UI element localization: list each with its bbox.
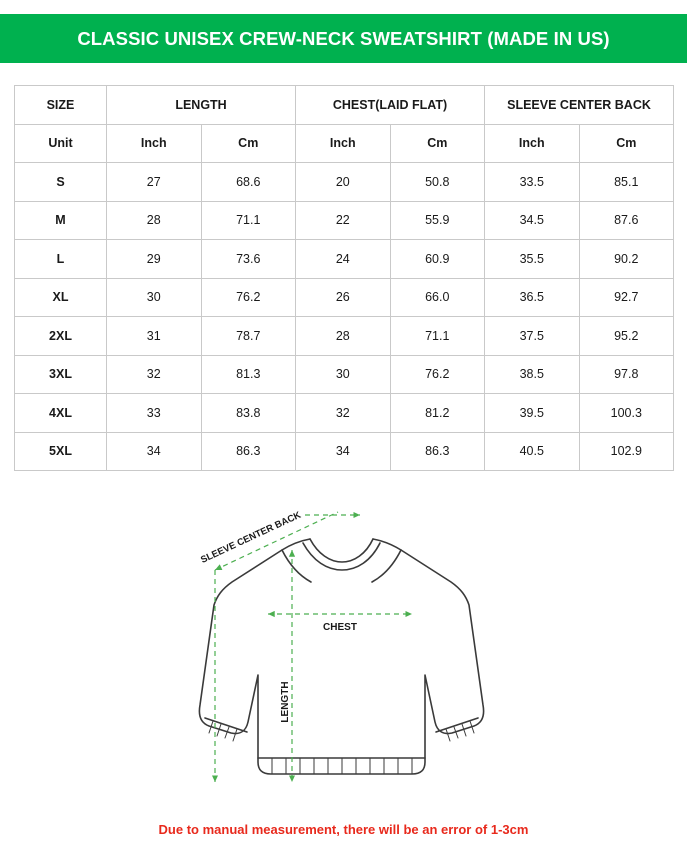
- unit-header-unit: Unit: [15, 124, 107, 163]
- cell-chest-cm: 66.0: [390, 278, 485, 317]
- cell-length-inch: 31: [107, 317, 202, 356]
- cell-size: 4XL: [15, 394, 107, 433]
- cell-sleeve-inch: 34.5: [485, 201, 580, 240]
- table-unit-header-row: [15, 124, 674, 163]
- cell-chest-inch: 24: [296, 240, 391, 279]
- cell-sleeve-inch: 33.5: [485, 163, 580, 202]
- unit-header-chest-inch: Inch: [296, 124, 391, 163]
- size-chart-container: [14, 85, 673, 471]
- unit-header-chest-cm: Cm: [390, 124, 485, 163]
- cell-chest-cm: 71.1: [390, 317, 485, 356]
- cell-sleeve-inch: 37.5: [485, 317, 580, 356]
- cell-chest-cm: 55.9: [390, 201, 485, 240]
- cell-sleeve-cm: 102.9: [579, 432, 674, 471]
- cell-chest-inch: 28: [296, 317, 391, 356]
- unit-header-length-inch: Inch: [107, 124, 202, 163]
- cell-chest-inch: 22: [296, 201, 391, 240]
- table-body: [15, 163, 674, 471]
- cell-chest-inch: 26: [296, 278, 391, 317]
- table-row: [15, 163, 674, 202]
- cell-chest-cm: 50.8: [390, 163, 485, 202]
- cell-sleeve-inch: 39.5: [485, 394, 580, 433]
- sweatshirt-outline: [199, 539, 483, 774]
- cell-length-inch: 34: [107, 432, 202, 471]
- cell-chest-inch: 20: [296, 163, 391, 202]
- cell-length-cm: 68.6: [201, 163, 296, 202]
- cell-chest-cm: 76.2: [390, 355, 485, 394]
- length-label: LENGTH: [280, 681, 291, 723]
- cell-sleeve-inch: 40.5: [485, 432, 580, 471]
- cell-chest-cm: 86.3: [390, 432, 485, 471]
- cell-chest-cm: 60.9: [390, 240, 485, 279]
- unit-header-sleeve-inch: Inch: [485, 124, 580, 163]
- cell-length-cm: 76.2: [201, 278, 296, 317]
- unit-header-sleeve-cm: Cm: [579, 124, 674, 163]
- sleeve-label: SLEEVE CENTER BACK: [199, 509, 303, 566]
- cell-length-inch: 29: [107, 240, 202, 279]
- cell-length-inch: 28: [107, 201, 202, 240]
- group-header-size: SIZE: [15, 86, 107, 125]
- size-chart-table: [14, 85, 674, 471]
- cell-chest-inch: 34: [296, 432, 391, 471]
- cell-sleeve-cm: 85.1: [579, 163, 674, 202]
- cell-sleeve-cm: 95.2: [579, 317, 674, 356]
- cell-size: L: [15, 240, 107, 279]
- cell-length-cm: 81.3: [201, 355, 296, 394]
- page-title: CLASSIC UNISEX CREW-NECK SWEATSHIRT (MADE IN US): [77, 27, 610, 49]
- measurement-disclaimer: Due to manual measurement, there will be an error of 1-3cm: [158, 822, 529, 837]
- chest-label: CHEST: [323, 622, 357, 633]
- cell-length-cm: 78.7: [201, 317, 296, 356]
- cell-size: XL: [15, 278, 107, 317]
- cell-size: 3XL: [15, 355, 107, 394]
- cell-sleeve-cm: 100.3: [579, 394, 674, 433]
- cell-chest-inch: 32: [296, 394, 391, 433]
- table-row: [15, 394, 674, 433]
- garment-diagram: [0, 490, 687, 815]
- cell-size: S: [15, 163, 107, 202]
- cell-length-cm: 71.1: [201, 201, 296, 240]
- cell-chest-cm: 81.2: [390, 394, 485, 433]
- table-row: [15, 278, 674, 317]
- cell-sleeve-inch: 35.5: [485, 240, 580, 279]
- cell-length-inch: 32: [107, 355, 202, 394]
- cell-sleeve-cm: 90.2: [579, 240, 674, 279]
- table-head: [15, 86, 674, 163]
- group-header-chest: CHEST(LAID FLAT): [296, 86, 485, 125]
- cell-sleeve-cm: 97.8: [579, 355, 674, 394]
- measurement-lines: [215, 512, 412, 782]
- header-banner: [0, 14, 687, 63]
- cell-size: 2XL: [15, 317, 107, 356]
- cell-length-inch: 30: [107, 278, 202, 317]
- cell-sleeve-cm: 92.7: [579, 278, 674, 317]
- table-row: [15, 432, 674, 471]
- table-row: [15, 240, 674, 279]
- cell-length-cm: 86.3: [201, 432, 296, 471]
- cell-length-inch: 27: [107, 163, 202, 202]
- cell-chest-inch: 30: [296, 355, 391, 394]
- cell-length-cm: 83.8: [201, 394, 296, 433]
- unit-header-length-cm: Cm: [201, 124, 296, 163]
- cell-sleeve-cm: 87.6: [579, 201, 674, 240]
- cell-sleeve-inch: 38.5: [485, 355, 580, 394]
- cell-length-cm: 73.6: [201, 240, 296, 279]
- cell-size: M: [15, 201, 107, 240]
- cell-size: 5XL: [15, 432, 107, 471]
- group-header-length: LENGTH: [107, 86, 296, 125]
- table-row: [15, 317, 674, 356]
- table-group-header-row: [15, 86, 674, 125]
- cell-length-inch: 33: [107, 394, 202, 433]
- group-header-sleeve: SLEEVE CENTER BACK: [485, 86, 674, 125]
- table-row: [15, 355, 674, 394]
- cell-sleeve-inch: 36.5: [485, 278, 580, 317]
- table-row: [15, 201, 674, 240]
